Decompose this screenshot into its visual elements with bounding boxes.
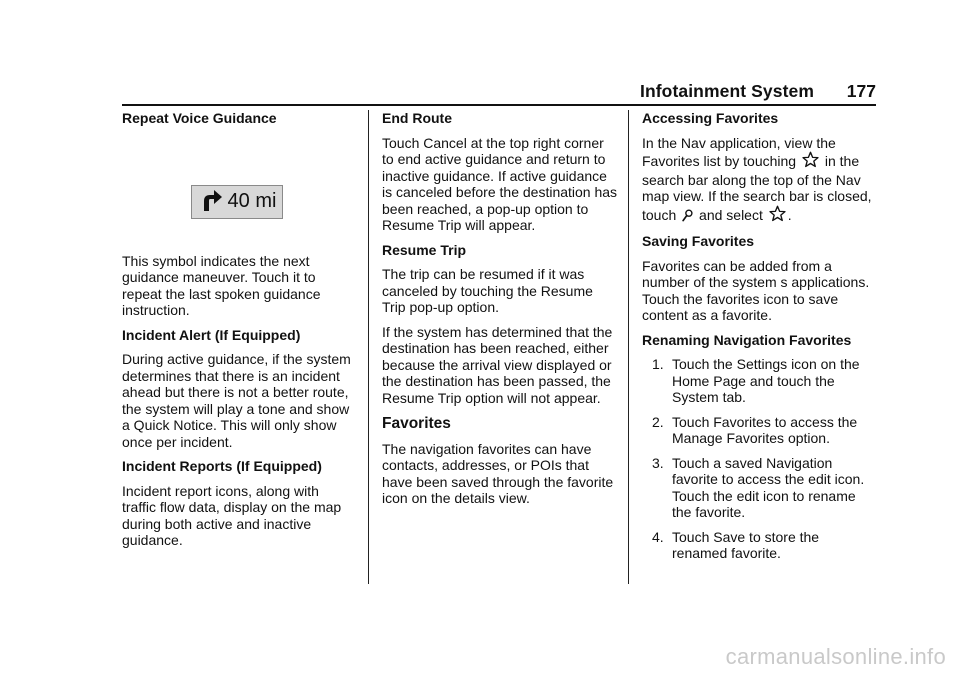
paragraph: Favorites can be added from a number of the system s applications. Touch the favorites icon to save content as a favorite. (642, 257, 870, 323)
list-item (642, 356, 878, 406)
watermark: carmanualsonline.info (725, 644, 946, 669)
paragraph: During active guidance, if the system determines that there is an incident ahead but there is not a better route, the system will play a tone and show a Quick Notice. This will only show once per incident. (122, 351, 351, 450)
heading-repeat-voice-guidance: Repeat Voice Guidance (122, 110, 277, 126)
step-number: 2. (652, 413, 664, 430)
heading-incident-alert: Incident Alert (If Equipped) (122, 326, 301, 343)
heading-favorites: Favorites (382, 415, 451, 432)
list-item (642, 529, 878, 562)
header-rule (122, 104, 876, 106)
guidance-distance: 40 mi (227, 190, 277, 213)
heading-incident-reports: Incident Reports (If Equipped) (122, 458, 322, 474)
step-text: Touch Save to store the renamed favorite. (672, 528, 820, 561)
step-number: 4. (652, 528, 664, 545)
heading-renaming-favorites: Renaming Navigation Favorites (642, 331, 852, 348)
guidance-badge-area (122, 135, 354, 253)
column-1 (122, 110, 354, 557)
column-2 (382, 110, 618, 515)
heading-saving-favorites: Saving Favorites (642, 233, 755, 249)
star-outline-icon (769, 205, 786, 226)
step-text: Touch a saved Navigation favorite to access the edit icon. Touch the edit icon to rename the favorite. (672, 454, 865, 520)
paragraph: The trip can be resumed if it was canceled by touching the Resume Trip pop-up option. (382, 266, 593, 315)
text-run: and select (699, 206, 763, 223)
paragraph: Touch Cancel at the top right corner to end active guidance and return to inactive guidance. If active guidance is canceled before the destination has been reached, a pop-up option to Resume Trip will appear. (382, 134, 618, 233)
list-item (642, 455, 878, 521)
column-divider (628, 110, 629, 584)
page-number: 177 (846, 81, 876, 101)
list-item (642, 414, 878, 447)
search-icon (682, 209, 693, 226)
star-outline-icon (802, 151, 819, 172)
column-divider (368, 110, 369, 584)
section-title: Infotainment System (639, 81, 814, 101)
text-run: in the search bar along the top of the Nav map view. If the search bar is closed, touch (642, 153, 872, 223)
paragraph: The navigation favorites can have contacts, addresses, or POIs that have been saved through the favorite icon on the details view. (382, 440, 614, 506)
column-3 (642, 110, 878, 570)
turn-right-arrow-icon (198, 187, 224, 217)
paragraph: Incident report icons, along with traffic flow data, display on the map during both active and inactive guidance. (122, 482, 342, 548)
heading-end-route: End Route (382, 110, 452, 126)
step-number: 3. (652, 454, 664, 471)
text-run: . (787, 206, 792, 223)
paragraph: If the system has determined that the destination has been reached, either because the arrival view displayed or the destination has been passed, the Resume Trip option will not appear. (382, 323, 613, 406)
paragraph: This symbol indicates the next guidance maneuver. Touch it to repeat the last spoken guidance instruction. (122, 252, 321, 318)
page-header (122, 81, 876, 105)
step-text: Touch Favorites to access the Manage Favorites option. (672, 413, 858, 446)
text-run: In the Nav application, view the Favorites list by touching (642, 134, 836, 169)
steps-list (642, 356, 878, 562)
heading-resume-trip: Resume Trip (382, 241, 467, 258)
guidance-maneuver-badge (191, 185, 283, 219)
step-text: Touch the Settings icon on the Home Page and touch the System tab. (672, 356, 860, 405)
heading-accessing-favorites: Accessing Favorites (642, 110, 779, 126)
step-number: 1. (652, 356, 664, 372)
paragraph-accessing-favorites (642, 135, 878, 226)
